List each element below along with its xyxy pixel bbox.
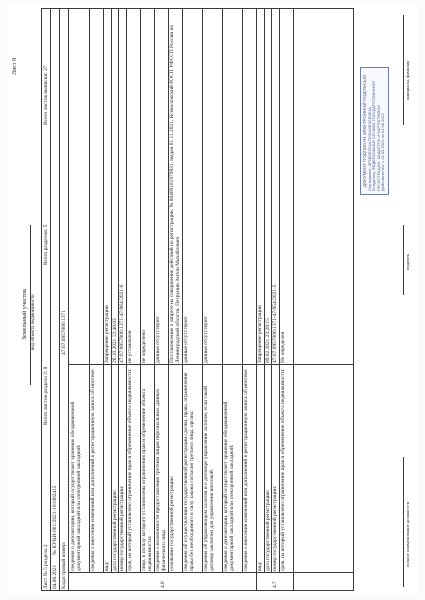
row-label: сведения о депозитарии, который осуществляет хранение обездвиженной документарной закладной или электронной закладной: bbox=[222, 401, 236, 571]
table-left-rule bbox=[41, 590, 353, 591]
date-row-rule bbox=[59, 8, 60, 591]
row-label: вид: bbox=[256, 561, 263, 571]
section-count: Всего разделов: 5 bbox=[43, 224, 49, 265]
position-line bbox=[403, 457, 404, 587]
cadastral-row-rule bbox=[68, 8, 69, 591]
row-label: дата государственной регистрации: bbox=[264, 489, 271, 571]
row-label: дата государственной регистрации: bbox=[111, 489, 118, 571]
stamp-title: ДОКУМЕНТ ПОДПИСАН ЭЛЕКТРОННОЙ ПОДПИСЬЮ bbox=[362, 74, 367, 188]
row-number: 4.6 bbox=[160, 581, 167, 588]
row-label: срок, на который установлено ограничение прав и обременение объекта недвижимости: bbox=[280, 368, 286, 571]
sheet-label: Лист 8 bbox=[12, 57, 18, 75]
cadastral-label: Кадастровый номер: bbox=[61, 541, 67, 589]
document-title: Земельный участок bbox=[21, 288, 28, 340]
row-label: сведения об осуществлении государственной регистрации сделки, права, ограничения права без необходимого в силу закона согласия третьего лица, органа: bbox=[182, 372, 195, 571]
row-label: срок, на который установлено ограничение прав и обременение объекта недвижимости: bbox=[127, 368, 134, 571]
row-label: вид: bbox=[104, 561, 110, 571]
table-top-rule bbox=[41, 8, 42, 591]
rotated-extract-page bbox=[8, 4, 418, 595]
signature-caption: подпись bbox=[405, 253, 410, 270]
row-label: сведения о депозитарии, который осуществляет хранение обездвиженной документарной закладной или электронной закладной: bbox=[70, 401, 83, 571]
sheet-row-rule bbox=[50, 8, 51, 591]
table-right-rule bbox=[41, 8, 353, 9]
row-value: Не определен bbox=[280, 331, 286, 363]
row-value: 47:07:0957006:1371-47/054/2021-5 bbox=[272, 284, 279, 363]
row-value: Постановление о запрете на совершение действий по регистрации, № 80409181979831, выдан 01.11.2021, Всеволожский РОСП УФССП России по Ленинградской области, Петрунин Антон Михайлович bbox=[168, 24, 181, 363]
document-frame bbox=[8, 4, 418, 595]
row-value: данные отсутствуют bbox=[202, 316, 209, 363]
position-caption: полное наименование должности bbox=[405, 501, 410, 567]
total-sheets: Всего листов выписки: 27 bbox=[43, 65, 49, 125]
signature-line bbox=[403, 225, 404, 295]
row-label: основание государственной регистрации: bbox=[168, 475, 175, 571]
initials-line bbox=[403, 15, 404, 125]
row-value: 26.10.2021 12:48:02 bbox=[111, 318, 118, 363]
row-separator bbox=[293, 8, 294, 591]
row-label: сведения о внесении изменений или дополнений в регистрационную запись об ипотеке: bbox=[243, 368, 249, 571]
row-value: 09.02.2021 23:28:15 bbox=[264, 318, 271, 363]
sheet-number: Лист № 5 раздела 2 bbox=[43, 544, 49, 589]
row-label: номер государственной регистрации: bbox=[272, 485, 279, 571]
initials-caption: инициалы, фамилия bbox=[405, 60, 410, 100]
stamp-certificate: Сертификат: 0F5B3E2C4A7D91A6E3CE0E1A bbox=[366, 106, 372, 191]
sheets-in-section: Всего листов раздела 2: 8 bbox=[43, 366, 49, 425]
row-label: сведения о внесении изменений или дополнений в регистрационную запись об ипотеке: bbox=[90, 368, 97, 571]
cadastral-number: 47:07:0957006:1371 bbox=[61, 310, 67, 355]
row-value: не определено bbox=[141, 329, 147, 363]
stamp-owner: Владелец: ФЕДЕРАЛЬНАЯ СЛУЖБА ГОСУДАРСТВЕННОЙ РЕГИСТРАЦИИ, КАДАСТРА И КАРТОГРАФИИ bbox=[371, 80, 381, 191]
electronic-signature-stamp bbox=[360, 67, 389, 195]
row-label: сведения об управляющем залогом и о договоре управления залогом, если такой договор заключен для управления ипотекой: bbox=[202, 385, 215, 571]
row-value: не установлен bbox=[127, 330, 134, 363]
row-value: 47:07:0957006:1371-47/064/2021-6 bbox=[119, 284, 126, 363]
stamp-validity: Действителен: с 01.03.2021 по 01.06.2022 bbox=[380, 113, 386, 191]
extract-number: № КУВИ-001/2021-101902415 bbox=[52, 485, 58, 555]
row-label: номер государственной регистрации: bbox=[119, 485, 126, 571]
extract-date: 04.08.2021 bbox=[52, 564, 58, 589]
table-bottom-rule bbox=[353, 8, 354, 591]
row-value: Запрещение регистрации bbox=[256, 305, 263, 363]
row-value: Запрещение регистрации bbox=[104, 305, 110, 363]
document-subtitle: вид объекта недвижимости bbox=[31, 294, 36, 350]
row-label: сведения о возможности предоставления третьим лицам персональных данных физического лица bbox=[154, 388, 168, 571]
row-value: данные отсутствуют bbox=[182, 316, 189, 363]
row-number: 4.7 bbox=[272, 581, 279, 588]
row-label: лицо, в пользу которого установлены ограничения прав и обременение объекта недвижимости: bbox=[141, 388, 154, 571]
row-value: данные отсутствуют bbox=[154, 316, 161, 363]
